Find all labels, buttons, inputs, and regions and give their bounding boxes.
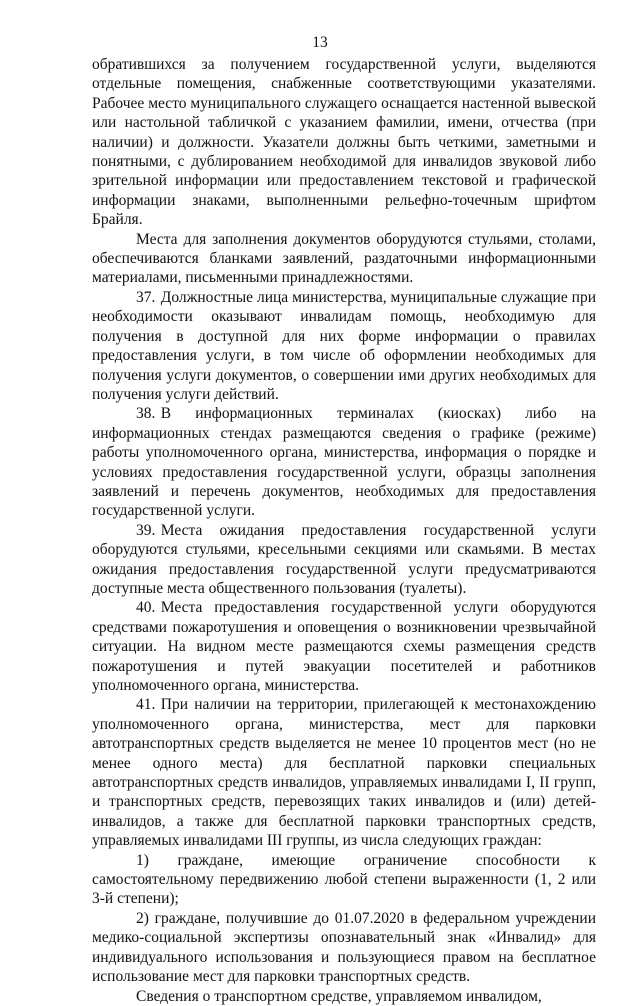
item-number-40: 40.	[136, 599, 156, 617]
item-text-37: Должностные лица министерства, муниципальные служащие при необходимости оказывают инвалидам помощь, необходимую для получения в доступной для них форме информации о правилах предоставления услуги, в том числе об оформлении необходимых для получения услуги документов, о совершении ими других необходимых для получения услуги действий.	[92, 288, 596, 403]
item-text-38: В информационных терминалах (киосках) либо на информационных стендах размещаются сведения о графике (режиме) работы уполномоченного органа, министерства, информация о порядке и условиях предоставления государственной услуги, образцы заполнения заявлений и перечень документов, необходимых для предоставления государственной услуги.	[92, 405, 596, 520]
item-number-37: 37.	[136, 288, 156, 306]
list-item-2: 2) граждане, получившие до 01.07.2020 в федеральном учреждении медико-социальной экспертизы опознавательный знак «Инвалид» для индивидуального использования и пользующиеся правом на бесплатное использование мест для парковки транспортных средств.	[92, 909, 596, 986]
paragraph-vehicle-info: Сведения о транспортном средстве, управляемом инвалидом,	[136, 987, 542, 1005]
item-number-39: 39.	[136, 521, 156, 539]
item-text-41: При наличии на территории, прилегающей к местонахождению уполномоченного органа, министерства, мест для парковки автотранспортных средств выделяется не менее 10 процентов мест (но не менее одного места) для бесплатной парковки специальных автотранспортных средств инвалидов, управляемых инвалидами I, II групп, и транспортных средств, перевозящих таких инвалидов и (или) детей-инвалидов, а также для бесплатной парковки транспортных средств, управляемых инвалидами III группы, из числа следующих граждан:	[92, 696, 596, 850]
page-number: 13	[312, 34, 328, 51]
paragraph-continuation: обратившихся за получением государственной услуги, выделяются отдельные помещения, снабженные соответствующими указателями. Рабочее место муниципального служащего оснащается настенной вывеской или настольной табличкой с указанием фамилии, имени, отчества (при наличии) и должности. Указатели должны быть четкими, заметными и понятными, с дублированием необходимой для инвалидов звуковой либо зрительной информации или предоставлением текстовой и графической информации знаками, выполненными рельефно-точечным шрифтом Брайля.	[92, 56, 596, 229]
item-number-38: 38.	[136, 405, 156, 423]
paragraph-item-41	[92, 695, 596, 850]
list-item-1: 1) граждане, имеющие ограничение способности к самостоятельному передвижению любой степени выраженности (1, 2 или 3-й степени);	[92, 851, 596, 908]
item-number-41: 41.	[136, 696, 156, 714]
paragraph-forms-workplace: Места для заполнения документов оборудуются стульями, столами, обеспечиваются бланками заявлений, раздаточными информационными материалами, письменными принадлежностями.	[92, 230, 596, 287]
paragraph-item-37	[92, 288, 596, 404]
paragraph-item-40	[92, 598, 596, 695]
item-text-40: Места предоставления государственной услуги оборудуются средствами пожаротушения и оповещения о возникновении чрезвычайной ситуации. На видном месте размещаются схемы размещения средств пожаротушения и путей эвакуации посетителей и работников уполномоченного органа, министерства.	[92, 599, 596, 694]
paragraph-item-39	[92, 521, 596, 599]
paragraph-item-38	[92, 404, 596, 520]
item-text-39: Места ожидания предоставления государственной услуги оборудуются стульями, кресельными секциями или скамьями. В местах ожидания предоставления государственной услуги предусматриваются доступные места общественного пользования (туалеты).	[92, 521, 596, 597]
document-body	[92, 55, 596, 1006]
